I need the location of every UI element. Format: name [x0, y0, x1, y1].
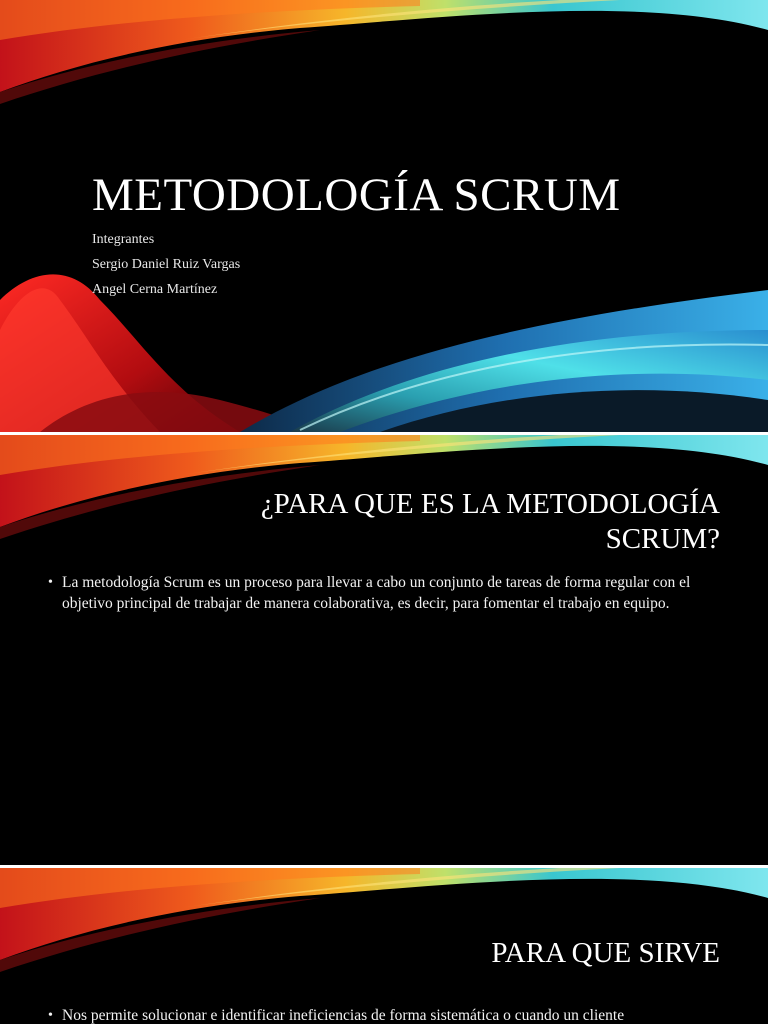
- bullet-item: [48, 1006, 728, 1024]
- subtitle-member-2: Angel Cerna Martínez: [92, 282, 218, 297]
- subtitle-member-1: Sergio Daniel Ruiz Vargas: [92, 257, 241, 272]
- subtitle-integrantes: Integrantes: [92, 232, 155, 247]
- slide-title-line-2: SCRUM?: [605, 523, 720, 555]
- bullet-text: La metodología Scrum es un proceso para llevar a cabo un conjunto de tareas de forma regular con el objetivo principal de trabajar de manera colaborativa, es decir, para fomentar el trabajo en equipo.: [62, 574, 691, 612]
- slide-title: METODOLOGÍA SCRUM: [92, 169, 621, 221]
- bullet-text: Nos permite solucionar e identificar ineficiencias de forma sistemática o cuando un cliente: [62, 1007, 625, 1024]
- content-slide-2: [0, 868, 768, 1024]
- title-slide: [0, 0, 768, 432]
- bullet-icon: •: [48, 1008, 53, 1023]
- slide-title-line-1: ¿PARA QUE ES LA METODOLOGÍA: [260, 488, 720, 520]
- bullet-icon: •: [48, 575, 53, 590]
- bullet-item: [48, 573, 728, 614]
- slide-title: PARA QUE SIRVE: [491, 937, 720, 969]
- content-slide-1: [0, 435, 768, 865]
